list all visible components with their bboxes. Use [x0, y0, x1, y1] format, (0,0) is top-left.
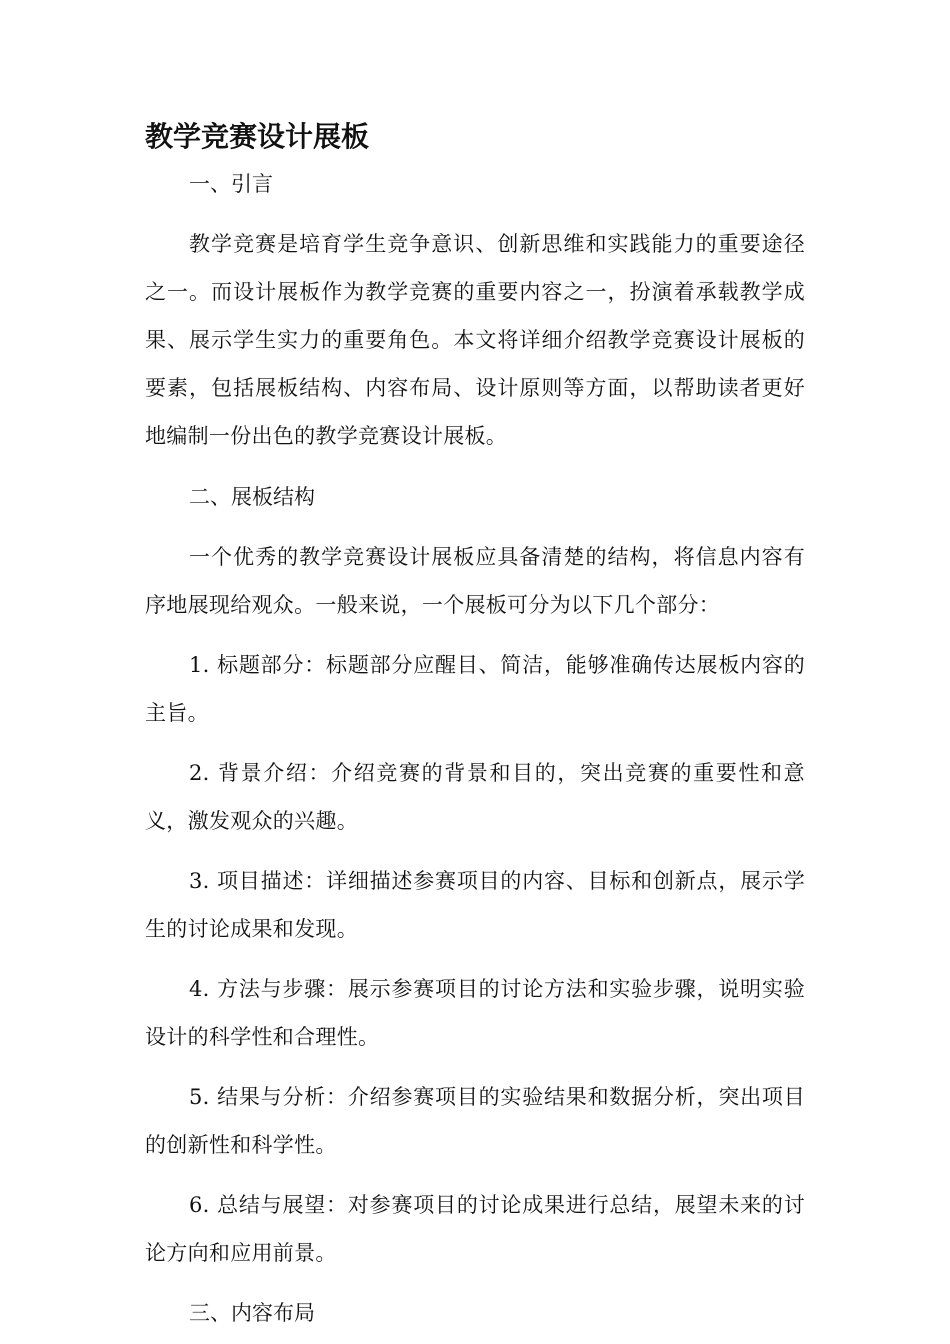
list-item-summary-outlook: 6. 总结与展望：对参赛项目的讨论成果进行总结，展望未来的讨论方向和应用前景。 [145, 1193, 805, 1265]
section-heading-structure: 二、展板结构 [189, 485, 315, 509]
list-item-results-analysis: 5. 结果与分析：介绍参赛项目的实验结果和数据分析，突出项目的创新性和科学性。 [145, 1085, 805, 1157]
list-item-project-description: 3. 项目描述：详细描述参赛项目的内容、目标和创新点，展示学生的讨论成果和发现。 [145, 869, 805, 941]
list-item-title-part: 1. 标题部分：标题部分应醒目、简洁，能够准确传达展板内容的主旨。 [145, 653, 805, 725]
section-heading-intro: 一、引言 [189, 172, 273, 196]
page-title: 教学竞赛设计展板 [145, 120, 370, 153]
intro-paragraph: 教学竞赛是培育学生竞争意识、创新思维和实践能力的重要途径之一。而设计展板作为教学竞赛的重要内容之一，扮演着承载教学成果、展示学生实力的重要角色。本文将详细介绍教学竞赛设计展板的要素，包括展板结构、内容布局、设计原则等方面，以帮助读者更好地编制一份出色的教学竞赛设计展板。 [145, 232, 805, 448]
list-item-background: 2. 背景介绍：介绍竞赛的背景和目的，突出竞赛的重要性和意义，激发观众的兴趣。 [145, 761, 805, 833]
section-heading-layout: 三、内容布局 [189, 1301, 315, 1325]
list-item-methods-steps: 4. 方法与步骤：展示参赛项目的讨论方法和实验步骤，说明实验设计的科学性和合理性。 [145, 977, 805, 1049]
document-body [145, 160, 805, 1337]
structure-paragraph: 一个优秀的教学竞赛设计展板应具备清楚的结构，将信息内容有序地展现给观众。一般来说，一个展板可分为以下几个部分： [145, 545, 805, 617]
